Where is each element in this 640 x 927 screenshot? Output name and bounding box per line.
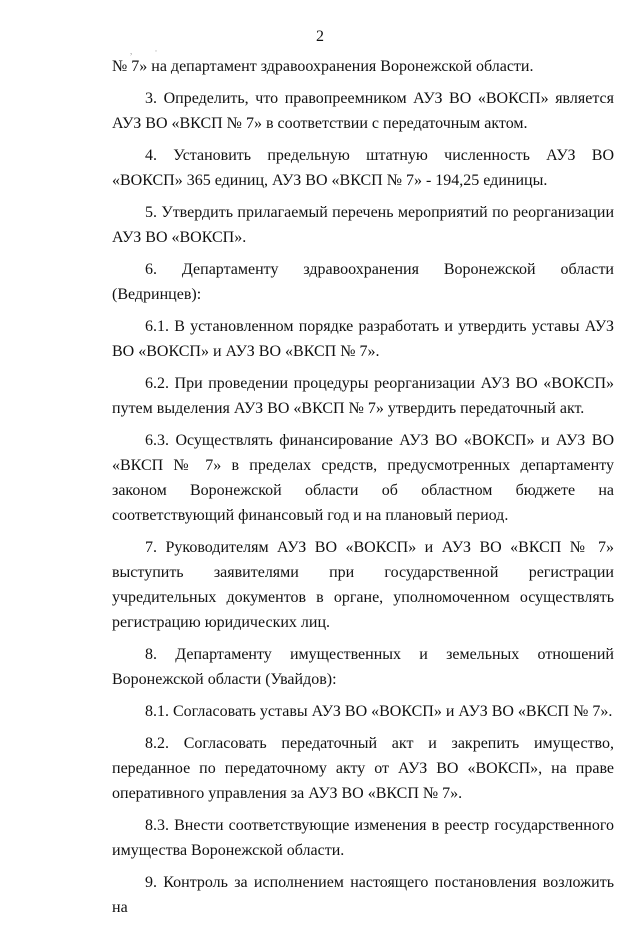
paragraph-item-9: 9. Контроль за исполнением настоящего постановления возложить на [112, 874, 614, 916]
paragraph-item-6: 6. Департаменту здравоохранения Воронежской области (Ведринцев): [112, 261, 614, 303]
paragraph-item-4: 4. Установить предельную штатную численность АУЗ ВО «ВОКСП» 365 единиц, АУЗ ВО «ВКСП № 7» - 194,25 единицы. [112, 147, 614, 189]
paragraph-item-6-1: 6.1. В установленном порядке разработать и утвердить уставы АУЗ ВО «ВОКСП» и АУЗ ВО «ВКСП № 7». [112, 318, 614, 360]
paragraph-item-8: 8. Департаменту имущественных и земельных отношений Воронежской области (Увайдов): [112, 646, 614, 688]
page-number: 2 [316, 28, 324, 45]
paragraph-item-3: 3. Определить, что правопреемником АУЗ ВО «ВОКСП» является АУЗ ВО «ВКСП № 7» в соответствии с передаточным актом. [112, 90, 614, 132]
paragraph-item-6-2: 6.2. При проведении процедуры реорганизации АУЗ ВО «ВОКСП» путем выделения АУЗ ВО «ВКСП № 7» утвердить передаточный акт. [112, 375, 614, 417]
paragraph-continuation: № 7» на департамент здравоохранения Воронежской области. [112, 58, 534, 75]
paragraph-item-8-2: 8.2. Согласовать передаточный акт и закрепить имущество, переданное по передаточному акту от АУЗ ВО «ВОКСП», на праве оперативного управления за АУЗ ВО «ВКСП № 7». [112, 735, 614, 802]
paragraph-item-7: 7. Руководителям АУЗ ВО «ВОКСП» и АУЗ ВО «ВКСП № 7» выступить заявителями при государственной регистрации учредительных документов в органе, уполномоченном осуществлять регистрацию юридических лиц. [112, 539, 614, 631]
paragraph-item-8-1: 8.1. Согласовать уставы АУЗ ВО «ВОКСП» и АУЗ ВО «ВКСП № 7». [145, 703, 613, 720]
scan-artifact-marks: , · [130, 46, 168, 56]
document-body [112, 54, 614, 927]
paragraph-item-6-3: 6.3. Осуществлять финансирование АУЗ ВО «ВОКСП» и АУЗ ВО «ВКСП № 7» в пределах средств, предусмотренных департаменту законом Воронежской области об областном бюджете на соответствующий финансовый год и на плановый период. [112, 432, 614, 524]
paragraph-item-8-3: 8.3. Внести соответствующие изменения в реестр государственного имущества Воронежской области. [112, 817, 614, 859]
paragraph-item-5: 5. Утвердить прилагаемый перечень мероприятий по реорганизации АУЗ ВО «ВОКСП». [112, 204, 614, 246]
